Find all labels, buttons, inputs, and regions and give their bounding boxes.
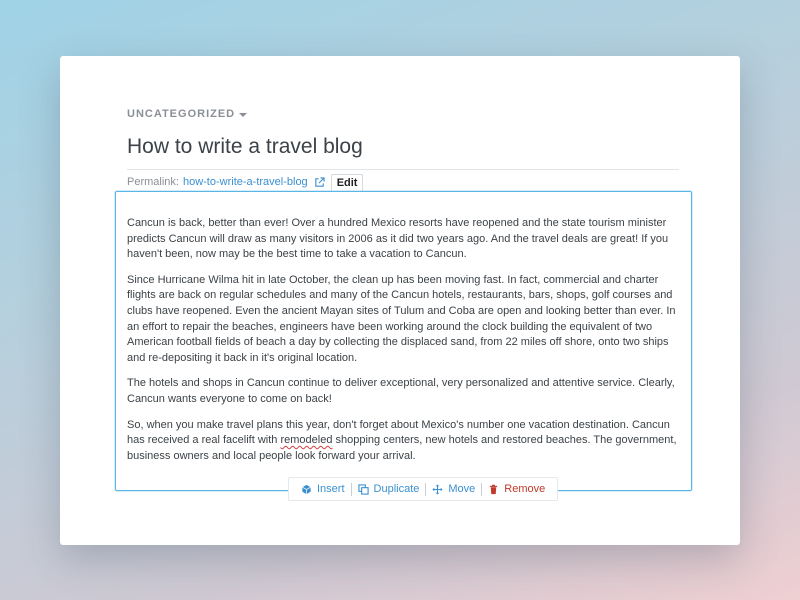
spellcheck-word[interactable]: remodeled: [280, 434, 333, 447]
move-button[interactable]: [426, 483, 481, 495]
cube-icon: [301, 484, 312, 495]
duplicate-icon: [358, 484, 369, 495]
editor-card: [60, 56, 740, 545]
duplicate-label: Duplicate: [373, 483, 420, 495]
remove-button[interactable]: [482, 483, 551, 495]
permalink-edit-button[interactable]: Edit: [331, 174, 364, 191]
paragraph: Cancun is back, better than ever! Over a hundred Mexico resorts have reopened and the state tourism minister predicts Cancun will draw as many visitors in 2006 as it did two years ago. And the travel deals are great! If you haven't been, now may be the best time to take a vacation to Cancun.: [127, 217, 669, 261]
duplicate-button[interactable]: [352, 483, 426, 495]
paragraph: Since Hurricane Wilma hit in late October, the clean up has been moving fast. In fact, commercial and charter flights are back on regular schedules and many of the Cancun hotels, restaurants, bars, shops, golf courses and clubs have reopened. Even the ancient Mayan sites of Tulum and Coba are open and looking better than ever. In an effort to repair the beaches, engineers have been working around the clock building the equivalent of two American football fields of beach a day by collecting the displaced sand, from 22 miles off shore, onto two ships and re-depositing it back in it's original location.: [127, 273, 676, 364]
remove-label: Remove: [504, 483, 546, 495]
paragraph: The hotels and shops in Cancun continue to deliver exceptional, very personalized and attentive service. Clearly, Cancun wants everyone to come on back!: [127, 377, 675, 405]
post-title[interactable]: How to write a travel blog: [127, 135, 363, 158]
permalink-row: [127, 173, 363, 191]
content-editor[interactable]: [115, 191, 692, 491]
trash-icon: [488, 484, 499, 495]
chevron-down-icon: [239, 113, 247, 117]
move-arrows-icon: [432, 484, 443, 495]
category-label: UNCATEGORIZED: [127, 108, 236, 120]
move-label: Move: [448, 483, 476, 495]
permalink-label: Permalink:: [127, 176, 179, 188]
category-dropdown[interactable]: [127, 108, 247, 120]
title-divider: [127, 169, 679, 170]
insert-label: Insert: [317, 483, 345, 495]
insert-button[interactable]: [295, 483, 351, 495]
permalink-link[interactable]: how-to-write-a-travel-blog: [182, 176, 308, 188]
paragraph-text: So, when you make travel plans this year, don't forget about Mexico's number one vacation destination. Cancun has received a real facelift with: [127, 418, 670, 447]
external-link-icon[interactable]: [314, 177, 325, 188]
paragraph-text: shopping centers, new hotels and restored beaches. The government, business owners and local people look forward your arrival.: [127, 434, 677, 462]
block-toolbar: [288, 477, 558, 501]
paragraph: [127, 418, 680, 465]
